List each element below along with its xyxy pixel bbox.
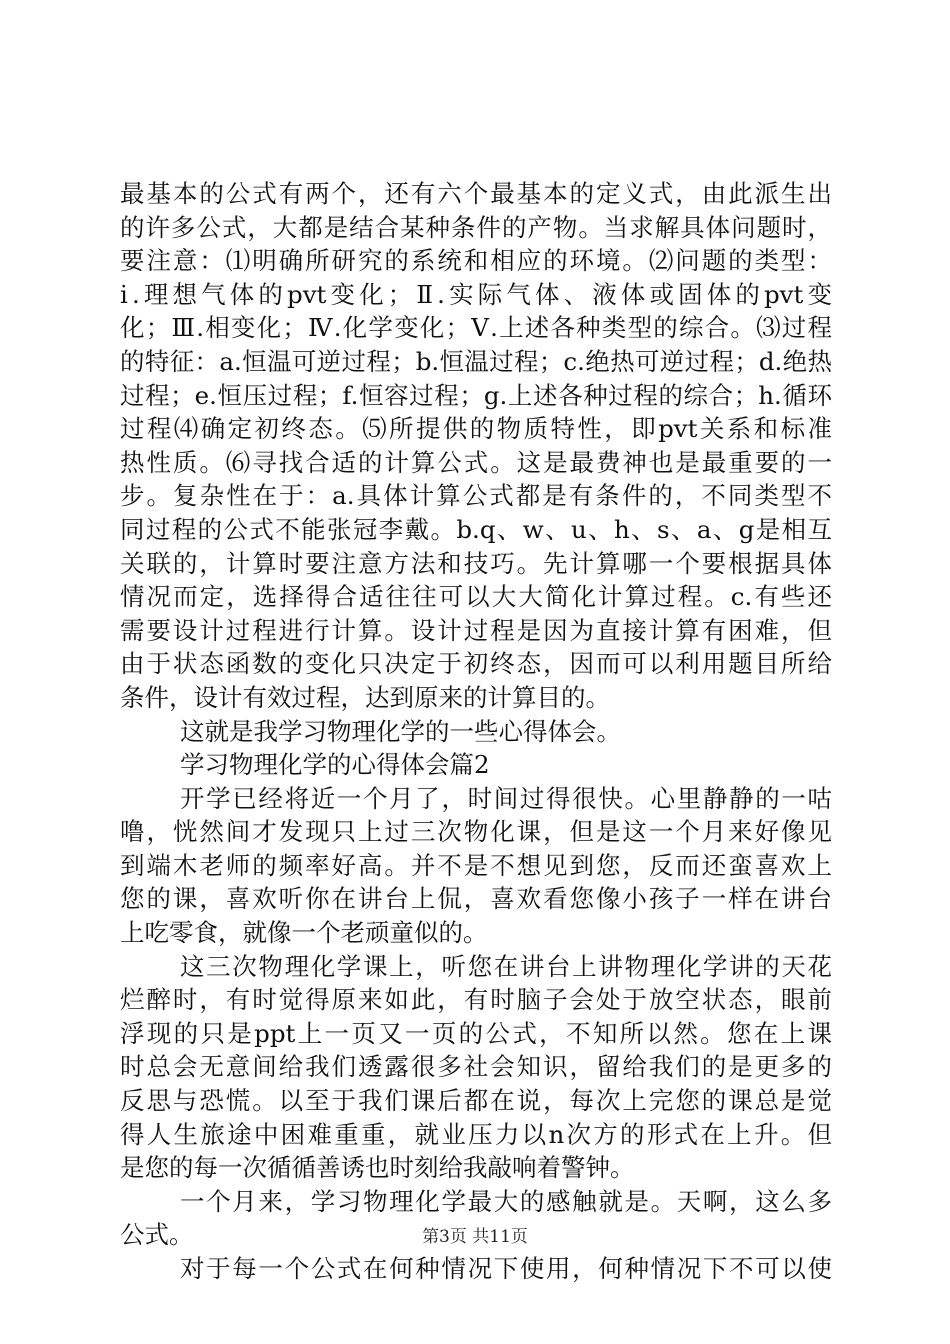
text-line: 开学已经将近一个月了，时间过得很快。心里静静的一咕 <box>180 783 832 813</box>
text-line: 上吃零食，就像一个老顽童似的。 <box>120 918 488 948</box>
text-line: 情况而定，选择得合适往往可以大大简化计算过程。c.有些还 <box>120 582 832 612</box>
text-line: 化；Ⅲ.相变化；Ⅳ.化学变化；Ⅴ.上述各种类型的综合。⑶过程 <box>120 313 832 343</box>
text-line: 您的课，喜欢听你在讲台上侃，喜欢看您像小孩子一样在讲台 <box>120 884 832 914</box>
text-line: ⅰ.理想气体的pvt变化；Ⅱ.实际气体、液体或固体的pvt变 <box>120 279 832 309</box>
text-line: 反思与恐慌。以至于我们课后都在说，每次上完您的课总是觉 <box>120 1086 832 1116</box>
text-line: 浮现的只是ppt上一页又一页的公式，不知所以然。您在上课 <box>120 1018 832 1048</box>
text-line: 得人生旅途中困难重重，就业压力以n次方的形式在上升。但 <box>120 1119 832 1149</box>
text-line: 公式。 <box>120 1220 194 1250</box>
text-line: 最基本的公式有两个，还有六个最基本的定义式，由此派生出 <box>120 179 832 208</box>
page-number-footer: 第3页 共11页 <box>422 1227 528 1247</box>
body-text <box>120 177 832 1286</box>
section-heading: 学习物理化学的心得体会篇2 <box>180 750 490 780</box>
text-line: 这三次物理化学课上，听您在讲台上讲物理化学讲的天花 <box>180 951 832 981</box>
text-line: 一个月来，学习物理化学最大的感触就是。天啊，这么多 <box>180 1186 832 1216</box>
text-line: 热性质。⑹寻找合适的计算公式。这是最费神也是最重要的一 <box>120 447 832 477</box>
text-line: 到端木老师的频率好高。并不是不想见到您，反而还蛮喜欢上 <box>120 850 832 880</box>
text-line: 由于状态函数的变化只决定于初终态，因而可以利用题目所给 <box>120 649 832 679</box>
text-line: 的许多公式，大都是结合某种条件的产物。当求解具体问题时， <box>120 212 832 242</box>
text-line: 要注意：⑴明确所研究的系统和相应的环境。⑵问题的类型： <box>120 246 832 276</box>
text-line: 这就是我学习物理化学的一些心得体会。 <box>180 716 621 746</box>
text-line: 需要设计过程进行计算。设计过程是因为直接计算有困难，但 <box>120 615 832 645</box>
text-line: 噜，恍然间才发现只上过三次物化课，但是这一个月来好像见 <box>120 817 832 847</box>
text-line: 对于每一个公式在何种情况下使用，何种情况下不可以使 <box>180 1254 832 1283</box>
text-line: 步。复杂性在于：a.具体计算公式都是有条件的，不同类型不 <box>120 481 832 511</box>
text-line: 同过程的公式不能张冠李戴。b.q、w、u、h、s、a、g是相互 <box>120 514 832 544</box>
text-line: 的特征：a.恒温可逆过程；b.恒温过程；c.绝热可逆过程；d.绝热 <box>120 346 832 376</box>
text-line: 是您的每一次循循善诱也时刻给我敲响着警钟。 <box>120 1153 635 1183</box>
text-line: 过程；e.恒压过程；f.恒容过程；g.上述各种过程的综合；h.循环 <box>120 380 832 410</box>
text-line: 时总会无意间给我们透露很多社会知识，留给我们的是更多的 <box>120 1052 832 1082</box>
text-line: 条件，设计有效过程，达到原来的计算目的。 <box>120 682 610 712</box>
text-line: 过程⑷确定初终态。⑸所提供的物质特性，即pvt关系和标准 <box>120 414 832 444</box>
text-line: 烂醉时，有时觉得原来如此，有时脑子会处于放空状态，眼前 <box>120 985 832 1015</box>
text-line: 关联的，计算时要注意方法和技巧。先计算哪一个要根据具体 <box>120 548 832 578</box>
